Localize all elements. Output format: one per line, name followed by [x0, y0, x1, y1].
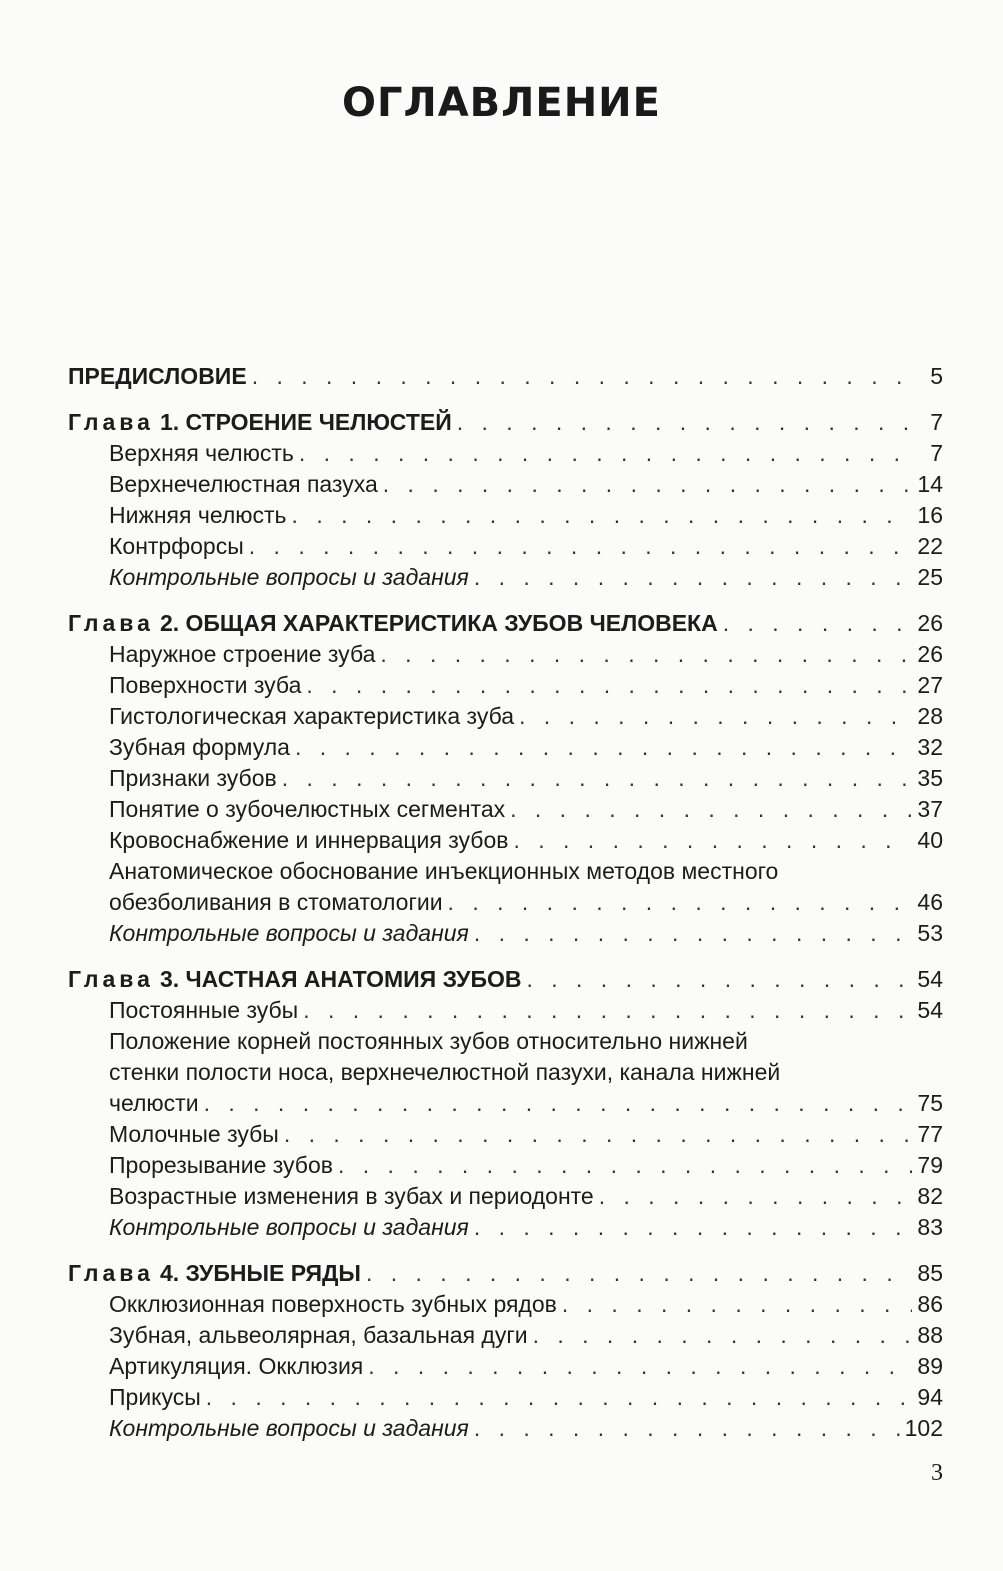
dot-leader — [306, 670, 912, 701]
toc-entry — [68, 1150, 943, 1181]
entry-title: 1. СТРОЕНИЕ ЧЕЛЮСТЕЙ — [159, 409, 452, 435]
toc-entry — [68, 1289, 943, 1320]
entry-title: 3. ЧАСТНАЯ АНАТОМИЯ ЗУБОВ — [159, 966, 522, 992]
entry-page-number: 14 — [917, 471, 943, 497]
entry-title: Анатомическое обоснование инъекционных методов местного — [109, 858, 779, 884]
dot-leader — [519, 701, 912, 732]
entry-title: Зубная, альвеолярная, базальная дуги — [109, 1322, 528, 1348]
toc-entry — [68, 1351, 943, 1382]
entry-title: Кровоснабжение и иннервация зубов — [109, 827, 509, 853]
toc-chapter-entry — [68, 361, 943, 392]
toc-entry — [68, 825, 943, 856]
entry-title: Прорезывание зубов — [109, 1152, 333, 1178]
entry-page-number: 35 — [917, 765, 943, 791]
dot-leader — [303, 995, 912, 1026]
entry-title: Положение корней постоянных зубов относительно нижней — [109, 1028, 748, 1054]
toc-entry — [68, 1413, 943, 1444]
entry-title: Гистологическая характеристика зуба — [109, 703, 515, 729]
dot-leader — [295, 732, 912, 763]
toc-entry — [68, 856, 943, 887]
toc-entry — [68, 500, 943, 531]
toc-entry — [68, 438, 943, 469]
dot-leader — [368, 1351, 912, 1382]
entry-title: Понятие о зубочелюстных сегментах — [109, 796, 506, 822]
entry-title: Признаки зубов — [109, 765, 277, 791]
entry-title: челюсти — [109, 1090, 199, 1116]
toc-entry — [68, 794, 943, 825]
entry-page-number: 79 — [917, 1152, 943, 1178]
entry-title: Верхняя челюсть — [109, 440, 294, 466]
dot-leader — [284, 1119, 913, 1150]
entry-page-number: 82 — [917, 1183, 943, 1209]
entry-page-number: 28 — [917, 703, 943, 729]
entry-page-number: 7 — [930, 440, 943, 466]
toc-entry — [68, 701, 943, 732]
toc-entry — [68, 469, 943, 500]
dot-leader — [380, 639, 912, 670]
toc-chapter-entry — [68, 1258, 943, 1289]
entry-page-number: 86 — [917, 1291, 943, 1317]
entry-page-number: 85 — [917, 1260, 943, 1286]
chapter-prefix: Глава — [68, 1260, 154, 1286]
dot-leader — [366, 1258, 912, 1289]
entry-page-number: 32 — [917, 734, 943, 760]
entry-page-number: 37 — [917, 796, 943, 822]
entry-page-number: 83 — [917, 1214, 943, 1240]
entry-title: Верхнечелюстная пазуха — [109, 471, 378, 497]
entry-page-number: 102 — [904, 1415, 943, 1441]
entry-page-number: 94 — [917, 1384, 943, 1410]
entry-page-number: 77 — [917, 1121, 943, 1147]
toc-entry — [68, 1212, 943, 1243]
dot-leader — [249, 531, 913, 562]
dot-leader — [474, 562, 913, 593]
dot-leader — [599, 1181, 913, 1212]
entry-title: Прикусы — [109, 1384, 201, 1410]
dot-leader — [299, 438, 918, 469]
entry-title: 2. ОБЩАЯ ХАРАКТЕРИСТИКА ЗУБОВ ЧЕЛОВЕКА — [159, 610, 718, 636]
toc-entry — [68, 1057, 943, 1088]
toc-entry — [68, 670, 943, 701]
dot-leader — [510, 794, 912, 825]
dot-leader — [513, 825, 912, 856]
entry-page-number: 16 — [917, 502, 943, 528]
entry-page-number: 54 — [917, 966, 943, 992]
table-of-contents — [68, 361, 943, 1444]
page-title: ОГЛАВЛЕНИЕ — [342, 80, 661, 126]
chapter-prefix: Глава — [68, 610, 154, 636]
entry-title: Наружное строение зуба — [109, 641, 376, 667]
dot-leader — [338, 1150, 912, 1181]
toc-chapter-entry — [68, 964, 943, 995]
dot-leader — [383, 469, 913, 500]
toc-entry — [68, 1119, 943, 1150]
entry-page-number: 22 — [917, 533, 943, 559]
toc-chapter-entry — [68, 608, 943, 639]
toc-chapter-entry — [68, 407, 943, 438]
toc-entry — [68, 918, 943, 949]
chapter-prefix: Глава — [68, 966, 154, 992]
toc-entry — [68, 639, 943, 670]
entry-page-number: 89 — [917, 1353, 943, 1379]
entry-title: стенки полости носа, верхнечелюстной пазухи, канала нижней — [109, 1059, 781, 1085]
entry-page-number: 7 — [930, 409, 943, 435]
entry-title: Артикуляция. Окклюзия — [109, 1353, 364, 1379]
toc-entry — [68, 1026, 943, 1057]
entry-page-number: 75 — [917, 1090, 943, 1116]
entry-title: Возрастные изменения в зубах и периодонте — [109, 1183, 594, 1209]
entry-page-number: 27 — [917, 672, 943, 698]
entry-page-number: 40 — [917, 827, 943, 853]
entry-title: Контрольные вопросы и задания — [109, 920, 469, 946]
dot-leader — [533, 1320, 913, 1351]
dot-leader — [474, 1212, 913, 1243]
toc-entry — [68, 562, 943, 593]
entry-title: Поверхности зуба — [109, 672, 302, 698]
entry-page-number: 26 — [917, 610, 943, 636]
entry-title: Нижняя челюсть — [109, 502, 287, 528]
entry-page-number: 46 — [917, 889, 943, 915]
entry-title: Постоянные зубы — [109, 997, 299, 1023]
toc-entry — [68, 763, 943, 794]
dot-leader — [526, 964, 912, 995]
entry-page-number: 88 — [917, 1322, 943, 1348]
entry-title: Зубная формула — [109, 734, 290, 760]
toc-entry — [68, 887, 943, 918]
entry-page-number: 53 — [917, 920, 943, 946]
dot-leader — [457, 407, 918, 438]
entry-title: Контрольные вопросы и задания — [109, 564, 469, 590]
dot-leader — [562, 1289, 913, 1320]
toc-entry — [68, 1181, 943, 1212]
entry-title: Молочные зубы — [109, 1121, 279, 1147]
entry-page-number: 54 — [917, 997, 943, 1023]
entry-title: 4. ЗУБНЫЕ РЯДЫ — [159, 1260, 361, 1286]
entry-title: Контрольные вопросы и задания — [109, 1214, 469, 1240]
entry-title: обезболивания в стоматологии — [109, 889, 443, 915]
dot-leader — [292, 500, 913, 531]
dot-leader — [204, 1088, 913, 1119]
toc-entry — [68, 1382, 943, 1413]
dot-leader — [474, 918, 913, 949]
dot-leader — [723, 608, 913, 639]
toc-entry — [68, 1088, 943, 1119]
dot-leader — [282, 763, 913, 794]
toc-entry — [68, 1320, 943, 1351]
dot-leader — [206, 1382, 913, 1413]
entry-page-number: 25 — [917, 564, 943, 590]
toc-entry — [68, 531, 943, 562]
dot-leader — [252, 361, 918, 392]
dot-leader — [474, 1413, 900, 1444]
entry-title: Окклюзионная поверхность зубных рядов — [109, 1291, 557, 1317]
entry-title: ПРЕДИСЛОВИЕ — [68, 363, 247, 389]
dot-leader — [448, 887, 913, 918]
page-number: 3 — [931, 1460, 943, 1486]
toc-entry — [68, 732, 943, 763]
chapter-prefix: Глава — [68, 409, 154, 435]
entry-page-number: 26 — [917, 641, 943, 667]
toc-entry — [68, 995, 943, 1026]
entry-title: Контрольные вопросы и задания — [109, 1415, 469, 1441]
entry-page-number: 5 — [930, 363, 943, 389]
entry-title: Контрфорсы — [109, 533, 244, 559]
